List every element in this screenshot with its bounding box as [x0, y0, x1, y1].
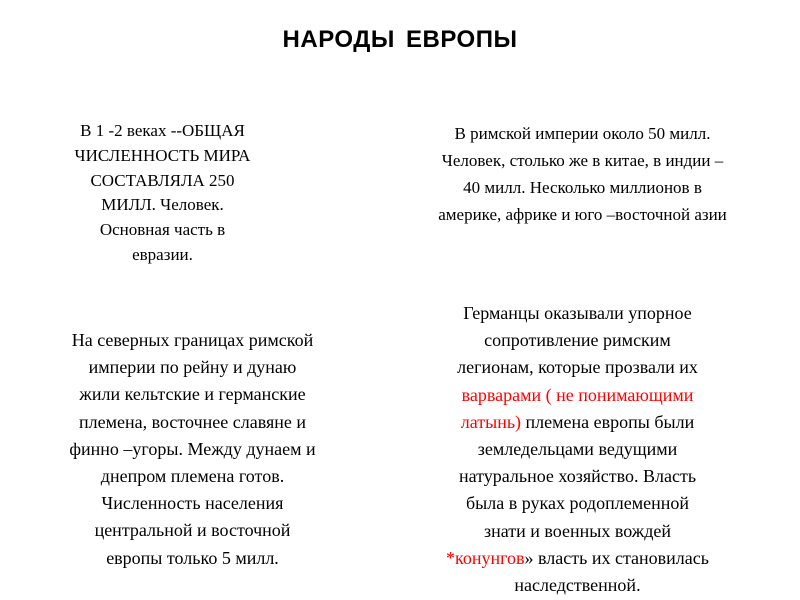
- text-line: центральной и восточной: [94, 520, 291, 541]
- text-line: [395, 409, 760, 436]
- text-fragment: племена европы были: [521, 411, 695, 432]
- text-block-germans: [395, 300, 760, 599]
- text-line: легионам, которые прозвали их: [457, 357, 698, 378]
- text-line: сопротивление римским: [484, 330, 671, 351]
- text-block-roman-empire: [400, 120, 765, 228]
- text-line: В римской империи около 50 милл.: [454, 124, 711, 143]
- text-line: Германцы оказывали упорное: [463, 303, 692, 323]
- text-block-northern-borders: [30, 327, 355, 572]
- text-line: Человек, столько же в китае, в индии –: [441, 151, 724, 170]
- text-line: днепром племена готов.: [100, 466, 285, 487]
- text-block-world-population: [40, 119, 285, 268]
- text-line: [395, 545, 760, 572]
- highlight-barbarians: варварами ( не понимающими: [461, 384, 694, 405]
- text-line: На северных границах римской: [71, 330, 314, 350]
- text-line: Численность населения: [101, 493, 284, 514]
- highlight-konungs: *конунгов: [446, 547, 525, 568]
- highlight-latin: латынь): [460, 411, 522, 432]
- text-line: наследственной.: [514, 575, 641, 596]
- text-line: 40 милл. Несколько миллионов в: [463, 178, 702, 197]
- text-line: натуральное хозяйство. Власть: [458, 466, 697, 487]
- text-line: знати и военных вождей: [484, 520, 671, 541]
- text-line: племена, восточнее славяне и: [78, 411, 306, 432]
- text-line: жили кельтские и германские: [79, 384, 306, 405]
- text-line: финно –угоры. Между дунаем и: [69, 438, 316, 459]
- text-line: [395, 382, 760, 409]
- text-line: была в руках родоплеменной: [466, 493, 689, 514]
- text-line: земледельцами ведущими: [477, 439, 678, 460]
- text-line: Основная часть в: [99, 220, 226, 240]
- text-line: америке, африке и юго –восточной азии: [438, 205, 727, 224]
- text-line: МИЛЛ. Человек.: [101, 195, 224, 215]
- slide-title: НАРОДЫ ЕВРОПЫ: [282, 26, 518, 53]
- text-line: империи по рейну и дунаю: [88, 357, 297, 378]
- text-line: евразии.: [132, 244, 193, 264]
- text-line: европы только 5 милл.: [106, 547, 279, 568]
- text-line: ЧИСЛЕННОСТЬ МИРА: [74, 145, 251, 165]
- text-fragment: » власть их становилась: [524, 547, 709, 568]
- text-line: В 1 -2 веках --ОБЩАЯ: [80, 121, 245, 140]
- text-line: СОСТАВЛЯЛА 250: [90, 170, 235, 190]
